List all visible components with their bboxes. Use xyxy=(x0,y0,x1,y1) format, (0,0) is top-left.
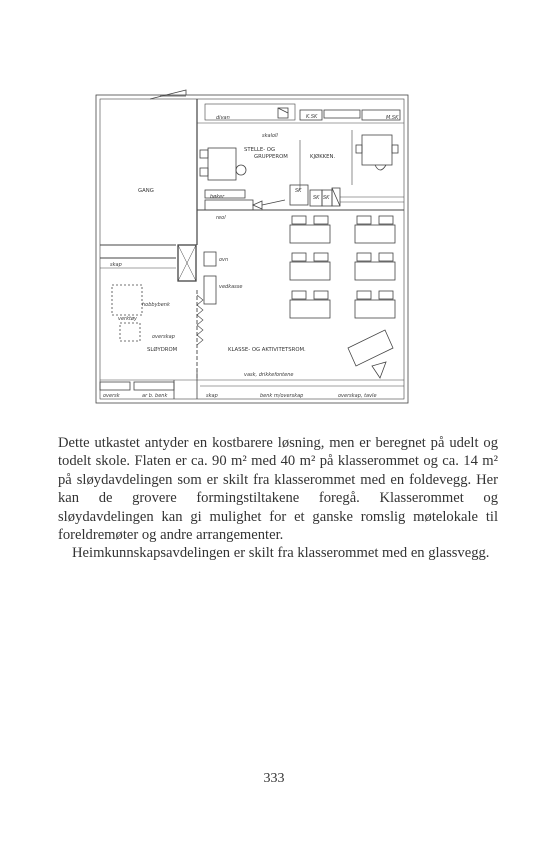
page-number: 333 xyxy=(263,771,285,786)
label-grupperom: GRUPPEROM xyxy=(254,154,288,160)
label-vask: vask, drikkefontene xyxy=(244,372,294,378)
body-text xyxy=(58,434,498,563)
paragraph-1: Dette utkastet antyder en kostbarere løsning, men er beregnet på udelt og todelt skole. Flaten er ca. 90 m² med 40 m² på klasserommet og ca. 14 m² på sløydavdelingen som er skilt fra klasserommet med en foldevegg. Her kan de grovere formingstiltakene foregå. Klasserommet og sløydavdelingen kan gi mulighet for et ganske romslig møtelokale til foreldremøter og andre arrangementer. xyxy=(58,435,498,544)
label-klasse: KLASSE- OG AKTIVITETSROM. xyxy=(228,347,306,353)
label-ksk: K.SK xyxy=(306,114,318,120)
label-verktoy: verktøy xyxy=(118,316,137,322)
floor-plan-drawing xyxy=(0,0,548,420)
label-reol: reol xyxy=(216,215,226,221)
label-stelle: STELLE- OG xyxy=(244,147,276,153)
label-kjokken: KJØKKEN. xyxy=(310,154,336,160)
label-bottom-arb: ar b. benk xyxy=(142,393,168,399)
label-overskap: overskap xyxy=(152,334,175,340)
label-msk: M.SK xyxy=(386,115,399,121)
label-sk1: SK xyxy=(295,188,302,194)
label-hobbybenk: hobbybenk xyxy=(142,302,170,308)
label-vedkasse: vedkasse xyxy=(219,284,243,290)
outer-wall xyxy=(96,95,408,403)
label-ovn: ovn xyxy=(219,257,229,263)
label-bottom-oversk: oversk xyxy=(103,393,120,399)
label-bottom-overskap-tavle: overskap, tavle xyxy=(338,393,377,399)
floor-plan-figure xyxy=(0,0,548,420)
label-skaloll: skaloll xyxy=(262,133,278,139)
label-boker: bøker xyxy=(210,194,225,200)
label-gang: GANG xyxy=(138,188,154,194)
label-sk3: SK xyxy=(323,195,330,201)
label-sk2: SK xyxy=(313,195,320,201)
label-bottom-skap: skap xyxy=(206,393,218,399)
label-bottom-benk: benk m/overskap xyxy=(260,393,304,399)
label-skap: skap xyxy=(110,262,122,268)
label-sloydrom: SLØYDROM xyxy=(147,347,178,353)
label-divan: divan xyxy=(216,115,230,121)
paragraph-2: Heimkunnskapsavdelingen er skilt fra klasserommet med en glassvegg. xyxy=(72,545,490,562)
